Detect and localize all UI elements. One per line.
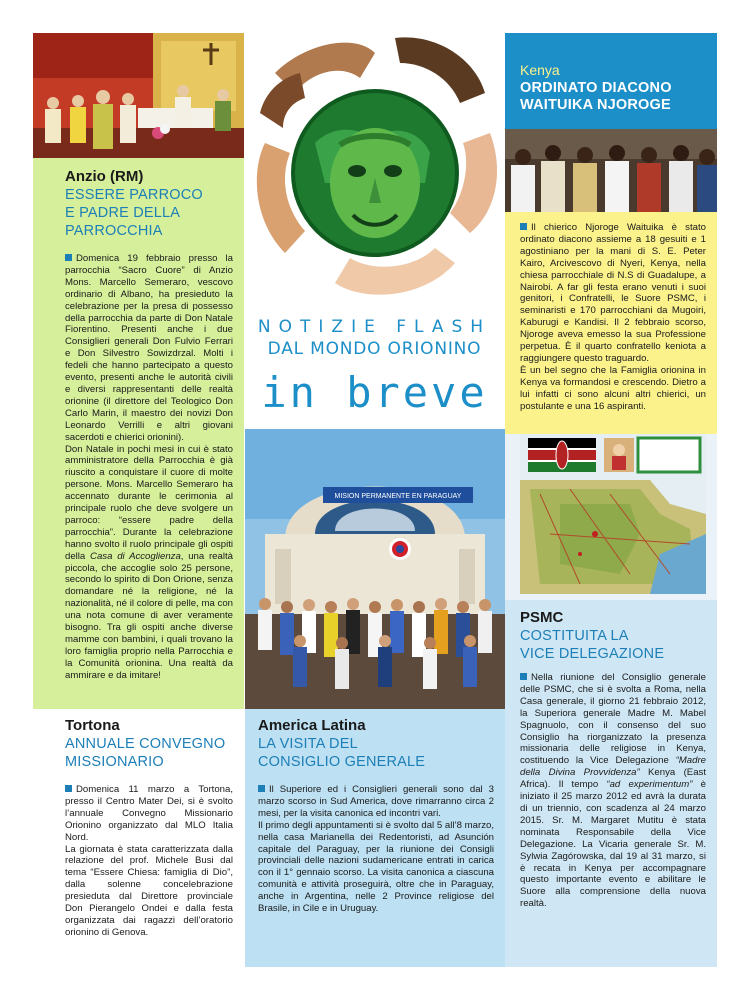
psmc-paragraph-mid: Kenya (East Africa). Il tempo: [520, 767, 706, 791]
kenya-location: Kenya: [520, 62, 560, 78]
bullet-square-icon: [65, 785, 72, 792]
anzio-paragraph-2-rest: , una realtà piccola, che accoglie solo 25 persone, secondo lo spirito di Don Orione, senza domandare né la religione, né la nazionalità, né il colore di pelle, ma con una nota comune di aver veramente bisogno. Tra gli ospiti anche diverse mamme con bambini, i quali trovano la loro famiglia proprio nella Parrocchia e la Comunità orionina. Una realtà da ammirare e da imitare!: [65, 550, 233, 681]
tortona-article: [65, 784, 233, 939]
kenya-ordination-photo: [505, 129, 717, 212]
banner-line2: DAL MONDO ORIONINO: [267, 339, 482, 359]
banner-big-title: in breve: [261, 368, 488, 417]
anzio-headline-2: E PADRE DELLA: [65, 205, 181, 221]
section-banner: [245, 305, 504, 429]
america-paragraph-2: Il primo degli appuntamenti si è svolto dal 5 all’8 marzo, nella casa Marianella dei Redentoristi, ad Asunción capitale del Paraguay, per la riunione dei Consigli provinciali delle nazioni sudamericane entrati in carica con il 1° gennaio scorso. La visita canonica a ciascuna comunità e attività proseguirà, oltre che in Paraguay, anche in Argentina, nelle 2 Province religiose del Brasile, in Cile e in Uruguay.: [258, 819, 494, 915]
tortona-headline-2: MISSIONARIO: [65, 754, 164, 770]
anzio-paragraph-2: Don Natale in pochi mesi in cui è stato amministratore della Parrocchia è già riuscito a conquistare il cuore di molte persone. Mons. Marcello Semeraro ha accennato durante le cerimonia al principale ruolo che deve svolgere un parroco: “essere padre della parrocchia”. Durante la celebrazione hanno svolto il ruolo principale gli ospiti della: [65, 443, 233, 562]
bullet-square-icon: [258, 785, 265, 792]
anzio-article: [65, 253, 233, 682]
kenya-headline-2: WAITUIKA NJOROGE: [520, 97, 671, 113]
kenya-article: [520, 222, 706, 413]
anzio-location: Anzio (RM): [65, 168, 144, 185]
paraguay-group-photo: [245, 429, 505, 709]
anzio-headline-1: ESSERE PARROCO: [65, 187, 203, 203]
bullet-square-icon: [65, 254, 72, 261]
america-headline-2: CONSIGLIO GENERALE: [258, 754, 426, 770]
kenya-flag-icon: [528, 438, 596, 472]
hands-globe-image: [245, 33, 505, 305]
psmc-article: [520, 672, 706, 910]
anzio-headline-3: PARROCCHIA: [65, 223, 163, 239]
tortona-headline-1: ANNUALE CONVEGNO: [65, 736, 226, 752]
tortona-paragraph-1: Domenica 11 marzo a Tortona, presso il Centro Mater Dei, si è svolto l’annuale Convegno Missionario Orionino organizzato dal MLO Italia Nord.: [65, 784, 233, 843]
banner-line1: NOTIZIE FLASH: [257, 317, 492, 337]
mission-sign-text: MISION PERMANENTE EN PARAGUAY: [334, 493, 462, 500]
anzio-paragraph-1: Domenica 19 febbraio presso la parrocchia “Sacro Cuore” di Anzio Mons. Marcello Semeraro, vescovo ordinario di Albano, ha presieduto la celebrazione per la presa di possesso della parrocchia da parte di Don Natale Fiorentino. Presenti anche i due Consiglieri generali Don Fulvio Ferrari e Don Silvestro Sowizdrzal. Molti i fedeli che hanno partecipato a questo evento, presenti anche le autorità civili e diversi rappresentanti delle realtà orionine (il direttore del Teologico Don Carlo Marin, il maestro dei novizi Don Leonardo Verrilli e altri giovani sacerdoti e chierici orionini).: [65, 253, 233, 443]
psmc-italic-1: “Madre della Divina Provvidenza”: [520, 755, 706, 779]
america-article: [258, 784, 494, 915]
psmc-headline-1: COSTITUITA LA: [520, 628, 629, 644]
anzio-church-photo: [33, 33, 244, 158]
psmc-logo: [638, 438, 700, 472]
kenya-headline-1: ORDINATO DIACONO: [520, 80, 672, 96]
bullet-square-icon: [520, 673, 527, 680]
kenya-paragraph-2: È un bel segno che la Famiglia orionina in Kenya va formandosi e crescendo. Dietro a lui infatti ci sono alcuni altri chierici, un postulante e una 16 aspiranti.: [520, 364, 706, 412]
psmc-paragraph-1: Nella riunione del Consiglio generale delle PSMC, che si è svolta a Roma, nella Casa generale, il giorno 21 febbraio 2012, la Superiora generale Madre M. Mabel Spagnuolo, con il consenso del suo Consiglio ha riorganizzato la presenza missionaria delle religiose in Kenya, costituendo la Vice Delegazione: [520, 672, 706, 767]
psmc-headline-2: VICE DELEGAZIONE: [520, 646, 665, 662]
kenya-paragraph-1: Il chierico Njoroge Waituika è stato ordinato diacono assieme a 18 gesuiti e 1 agostiniano per la mani di S. E. Peter Kairo, Arcivescovo di Nyeri, Kenya, nella chiesa parrocchiale di N.S di Guadalupe, a Nairobi. A far gli festa erano venuti i suoi genitori, i Confratelli, le Suore PSMC, i seminaristi e 170 parrocchiani da Mugoiri, Kaburugi e Kandisi. Il 2 febbraio scorso, Njoroge aveva emesso la sua Professione perpetua. È il quarto confratello keniota a raggiungere questo traguardo.: [520, 222, 706, 364]
kenya-map-image: [520, 434, 706, 594]
bullet-square-icon: [520, 223, 527, 230]
america-location: America Latina: [258, 717, 366, 734]
psmc-location: PSMC: [520, 609, 564, 626]
psmc-paragraph-rest: è iniziato il 25 marzo 2012 ed avrà la durata di un triennio, con scadenza al 24 marzo 2015. Sr. M. Margaret Mutitu è stata nominata Responsabile della Vice Delegazione. La Vicaria generale Sr. M. Sylwia Zagórowska, dal 19 al 31 marzo, si è recata in Kenya per accompagnare questo importante evento e abilitare le Suore alla comprensione della nuova realtà.: [520, 779, 706, 910]
tortona-paragraph-2: La giornata è stata caratterizzata dalla relazione del prof. Michele Busi dal tema “Essere Chiesa: famiglia di Dio”, dalla solenne concelebrazione presieduta dal Direttore provinciale Don Pierangelo Ondei e dalla festa organizzata dai ragazzi dell’oratorio orionino di Genova.: [65, 843, 233, 938]
psmc-italic-2: “ad experimentum”: [606, 779, 693, 791]
america-paragraph-1: Il Superiore ed i Consiglieri generali sono dal 3 marzo scorso in Sud America, dove rimarranno circa 2 mesi, per la visita canonica ed incontri vari.: [258, 784, 494, 819]
anzio-italic: Casa di Accoglienza: [90, 550, 181, 562]
tortona-location: Tortona: [65, 717, 120, 734]
america-headline-1: LA VISITA DEL: [258, 736, 358, 752]
